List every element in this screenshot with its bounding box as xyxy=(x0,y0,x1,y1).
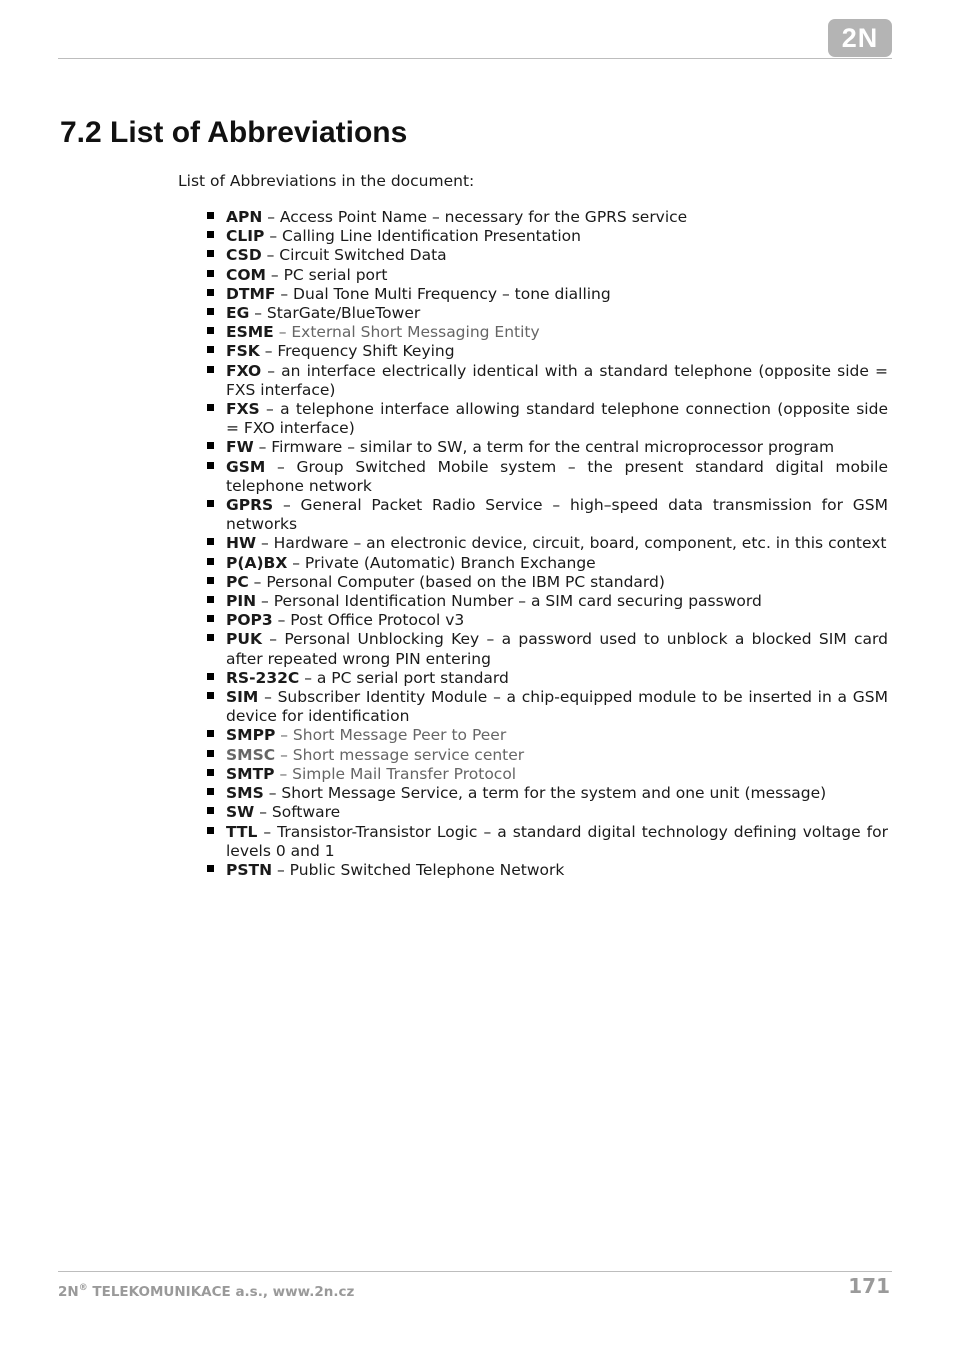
bullet-square-icon xyxy=(207,769,214,776)
abbreviation-item xyxy=(204,746,888,765)
abbreviation-description: – a PC serial port standard xyxy=(299,668,509,687)
abbreviation-item xyxy=(204,534,888,553)
abbreviation-description: – Transistor-Transistor Logic – a standard digital technology defining voltage for levels 0 and 1 xyxy=(226,822,888,860)
abbreviation-description: – StarGate/BlueTower xyxy=(249,304,421,323)
abbreviation-term: PIN xyxy=(226,592,257,611)
bullet-square-icon xyxy=(207,577,214,584)
abbreviation-item xyxy=(204,496,888,534)
abbreviation-term: PUK xyxy=(226,630,262,649)
abbreviation-description: – Short Message Peer to Peer xyxy=(275,726,507,745)
abbreviation-term: FXS xyxy=(226,400,260,419)
bullet-square-icon xyxy=(207,212,214,219)
abbreviation-description: – External Short Messaging Entity xyxy=(273,323,540,342)
abbreviation-description: – General Packet Radio Service – high–speed data transmission for GSM networks xyxy=(226,496,888,534)
abbreviation-item xyxy=(204,784,888,803)
abbreviation-term: SMPP xyxy=(226,726,276,745)
abbreviation-term: FXO xyxy=(226,361,262,380)
abbreviation-description: – Software xyxy=(254,803,341,822)
abbreviation-description: – Personal Computer (based on the IBM PC standard) xyxy=(248,572,665,591)
abbreviation-term: COM xyxy=(226,265,266,284)
abbreviation-description: – Post Office Protocol v3 xyxy=(272,611,465,630)
abbreviation-term: TTL xyxy=(226,822,258,841)
abbreviation-item xyxy=(204,246,888,265)
abbreviation-term: SMTP xyxy=(226,764,275,783)
bullet-square-icon xyxy=(207,827,214,834)
abbreviation-term: EG xyxy=(226,304,250,323)
abbreviation-description: – Public Switched Telephone Network xyxy=(272,860,565,879)
abbreviation-list xyxy=(204,208,888,880)
abbreviation-item xyxy=(204,611,888,630)
abbreviation-term: CLIP xyxy=(226,227,265,246)
abbreviation-description: – Short message service center xyxy=(275,745,525,764)
abbreviation-term: HW xyxy=(226,534,257,553)
bullet-square-icon xyxy=(207,596,214,603)
abbreviation-description: – Short Message Service, a term for the system and one unit (message) xyxy=(263,784,827,803)
abbreviation-term: DTMF xyxy=(226,284,276,303)
abbreviation-item xyxy=(204,823,888,861)
bullet-square-icon xyxy=(207,346,214,353)
bullet-square-icon xyxy=(207,538,214,545)
bullet-square-icon xyxy=(207,692,214,699)
bullet-square-icon xyxy=(207,404,214,411)
abbreviation-item xyxy=(204,208,888,227)
abbreviation-term: PSTN xyxy=(226,860,273,879)
company-logo: 2N xyxy=(828,19,892,57)
abbreviation-description: – Firmware – similar to SW, a term for the central microprocessor program xyxy=(253,438,835,457)
bullet-square-icon xyxy=(207,327,214,334)
abbreviation-description: – Personal Identification Number – a SIM card securing password xyxy=(256,592,762,611)
abbreviation-item xyxy=(204,266,888,285)
abbreviation-description: – Circuit Switched Data xyxy=(261,246,447,265)
abbreviation-item xyxy=(204,438,888,457)
bullet-square-icon xyxy=(207,750,214,757)
abbreviation-description: – Access Point Name – necessary for the GPRS service xyxy=(262,208,688,226)
abbreviation-term: POP3 xyxy=(226,611,273,630)
abbreviation-description: – Simple Mail Transfer Protocol xyxy=(274,764,517,783)
abbreviation-item xyxy=(204,458,888,496)
bullet-square-icon xyxy=(207,289,214,296)
abbreviation-item xyxy=(204,765,888,784)
abbreviation-term: SIM xyxy=(226,688,259,707)
abbreviation-item xyxy=(204,323,888,342)
bullet-square-icon xyxy=(207,558,214,565)
bullet-square-icon xyxy=(207,462,214,469)
abbreviation-term: PC xyxy=(226,572,249,591)
bullet-square-icon xyxy=(207,615,214,622)
abbreviation-term: GPRS xyxy=(226,496,274,515)
abbreviation-term: P(A)BX xyxy=(226,553,288,572)
bullet-square-icon xyxy=(207,366,214,373)
abbreviation-term: APN xyxy=(226,208,263,226)
abbreviation-description: – Personal Unblocking Key – a password used to unblock a blocked SIM card after repeated wrong PIN entering xyxy=(226,630,888,668)
abbreviation-description: – Frequency Shift Keying xyxy=(259,342,455,361)
abbreviation-item xyxy=(204,861,888,880)
abbreviation-term: ESME xyxy=(226,323,274,342)
intro-text: List of Abbreviations in the document: xyxy=(178,172,475,190)
bullet-square-icon xyxy=(207,788,214,795)
bullet-square-icon xyxy=(207,308,214,315)
abbreviation-term: FSK xyxy=(226,342,260,361)
abbreviation-item xyxy=(204,688,888,726)
abbreviation-item xyxy=(204,726,888,745)
footer-company-prefix: 2N xyxy=(58,1284,79,1300)
abbreviation-description: – an interface electrically identical with a standard telephone (opposite side = FXS interface) xyxy=(226,361,888,399)
abbreviation-item xyxy=(204,669,888,688)
page-number: 171 xyxy=(848,1274,890,1298)
abbreviation-description: – Subscriber Identity Module – a chip-equipped module to be inserted in a GSM device for identification xyxy=(226,688,888,726)
bullet-square-icon xyxy=(207,270,214,277)
bullet-square-icon xyxy=(207,673,214,680)
abbreviation-item xyxy=(204,227,888,246)
abbreviation-term: RS-232C xyxy=(226,668,300,687)
abbreviation-term: FW xyxy=(226,438,254,457)
footer-company xyxy=(58,1279,354,1301)
abbreviation-item xyxy=(204,342,888,361)
abbreviation-term: SMS xyxy=(226,784,264,803)
bullet-square-icon xyxy=(207,231,214,238)
bullet-square-icon xyxy=(207,807,214,814)
footer-divider xyxy=(58,1271,892,1272)
bullet-square-icon xyxy=(207,865,214,872)
abbreviation-description: – Dual Tone Multi Frequency – tone dialling xyxy=(275,284,611,303)
abbreviation-term: SW xyxy=(226,803,255,822)
abbreviation-item xyxy=(204,554,888,573)
abbreviation-item xyxy=(204,592,888,611)
abbreviation-item xyxy=(204,630,888,668)
abbreviation-description: – a telephone interface allowing standard telephone connection (opposite side = FXO interface) xyxy=(226,400,888,438)
abbreviation-term: SMSC xyxy=(226,745,276,764)
bullet-square-icon xyxy=(207,730,214,737)
abbreviation-item xyxy=(204,285,888,304)
abbreviation-term: CSD xyxy=(226,246,262,265)
abbreviation-item xyxy=(204,573,888,592)
bullet-square-icon xyxy=(207,500,214,507)
abbreviation-item xyxy=(204,400,888,438)
abbreviation-description: – Private (Automatic) Branch Exchange xyxy=(287,553,596,572)
abbreviation-description: – PC serial port xyxy=(265,265,388,284)
registered-mark: ® xyxy=(78,1283,88,1293)
abbreviation-item xyxy=(204,304,888,323)
abbreviation-description: – Calling Line Identification Presentation xyxy=(264,227,581,246)
bullet-square-icon xyxy=(207,442,214,449)
bullet-square-icon xyxy=(207,634,214,641)
abbreviation-description: – Hardware – an electronic device, circuit, board, component, etc. in this context xyxy=(256,534,887,553)
footer-company-rest: TELEKOMUNIKACE a.s., www.2n.cz xyxy=(87,1284,355,1300)
abbreviation-description: – Group Switched Mobile system – the present standard digital mobile telephone network xyxy=(226,457,888,495)
abbreviation-term: GSM xyxy=(226,457,266,476)
abbreviation-item xyxy=(204,803,888,822)
abbreviation-item xyxy=(204,362,888,400)
section-title: 7.2 List of Abbreviations xyxy=(60,116,408,149)
header-divider xyxy=(58,58,892,59)
bullet-square-icon xyxy=(207,250,214,257)
